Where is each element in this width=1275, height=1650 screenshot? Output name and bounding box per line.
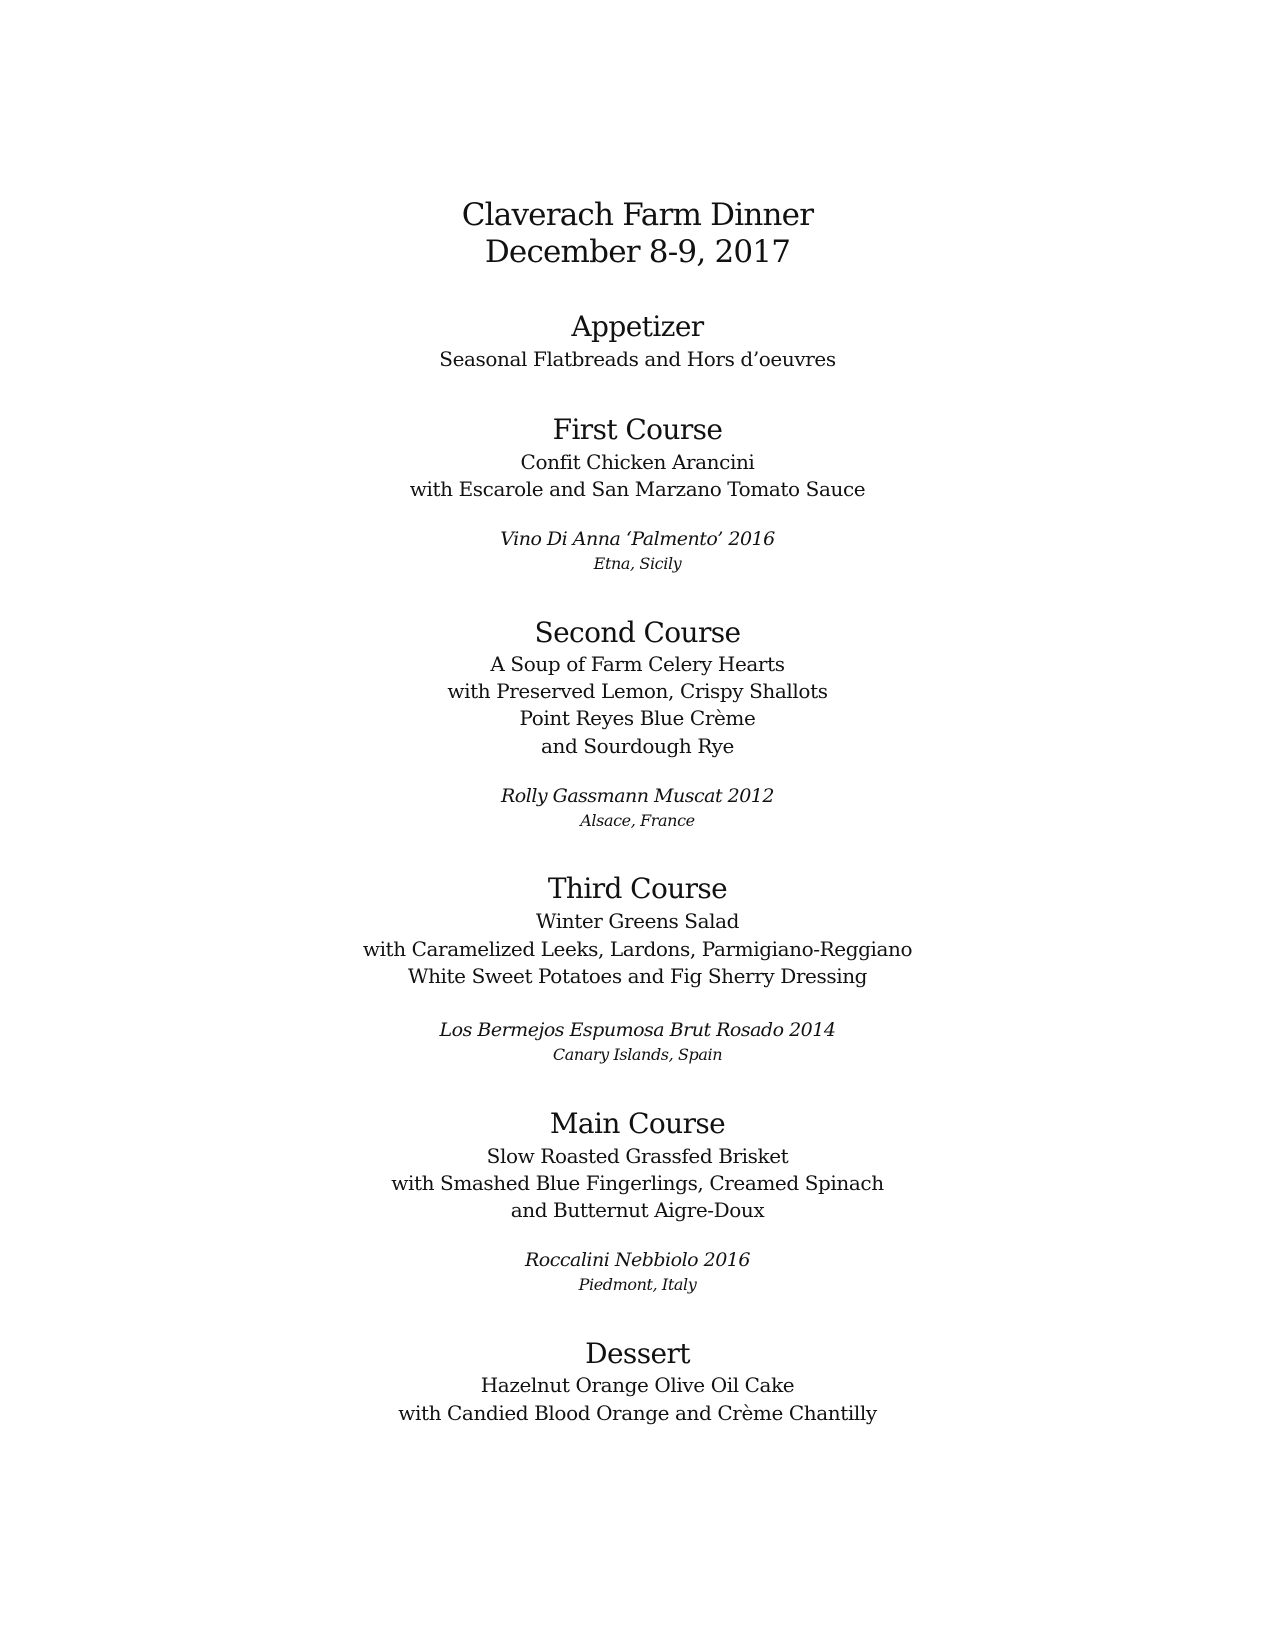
course-item: White Sweet Potatoes and Fig Sherry Dressing	[407, 964, 868, 988]
course-item: and Butternut Aigre-Doux	[510, 1198, 765, 1222]
course-item: Seasonal Flatbreads and Hors d’oeuvres	[439, 347, 836, 371]
course-item: with Escarole and San Marzano Tomato Sauce	[409, 477, 866, 501]
course-heading-second-course: Second Course	[534, 616, 741, 649]
wine-region: Etna, Sicily	[593, 554, 682, 573]
course-item: Hazelnut Orange Olive Oil Cake	[480, 1373, 795, 1397]
course-heading-third-course: Third Course	[547, 872, 728, 905]
course-heading-main-course: Main Course	[549, 1107, 726, 1140]
course-item: Winter Greens Salad	[535, 909, 740, 933]
wine-region: Canary Islands, Spain	[552, 1045, 723, 1064]
course-heading-appetizer: Appetizer	[571, 310, 704, 343]
wine-region: Alsace, France	[580, 811, 695, 830]
wine-region: Piedmont, Italy	[578, 1275, 697, 1294]
wine-pairing: Los Bermejos Espumosa Brut Rosado 2014	[439, 1019, 836, 1041]
course-item: with Caramelized Leeks, Lardons, Parmigiano-Reggiano	[362, 937, 913, 961]
course-item: Slow Roasted Grassfed Brisket	[486, 1144, 789, 1168]
menu-date: December 8-9, 2017	[484, 234, 791, 270]
wine-pairing: Rolly Gassmann Muscat 2012	[501, 785, 774, 807]
course-item: with Candied Blood Orange and Crème Chantilly	[398, 1401, 877, 1425]
wine-pairing: Roccalini Nebbiolo 2016	[525, 1249, 750, 1271]
course-item: Point Reyes Blue Crème	[519, 706, 756, 730]
course-heading-first-course: First Course	[552, 413, 723, 446]
course-item: and Sourdough Rye	[541, 734, 734, 758]
course-item: A Soup of Farm Celery Hearts	[490, 652, 785, 676]
wine-pairing: Vino Di Anna ‘Palmento’ 2016	[500, 528, 775, 550]
course-item: with Preserved Lemon, Crispy Shallots	[447, 679, 828, 703]
course-item: Confit Chicken Arancini	[520, 450, 755, 474]
menu-title: Claverach Farm Dinner	[461, 197, 814, 233]
course-heading-dessert: Dessert	[585, 1337, 690, 1370]
course-item: with Smashed Blue Fingerlings, Creamed Spinach	[391, 1171, 884, 1195]
